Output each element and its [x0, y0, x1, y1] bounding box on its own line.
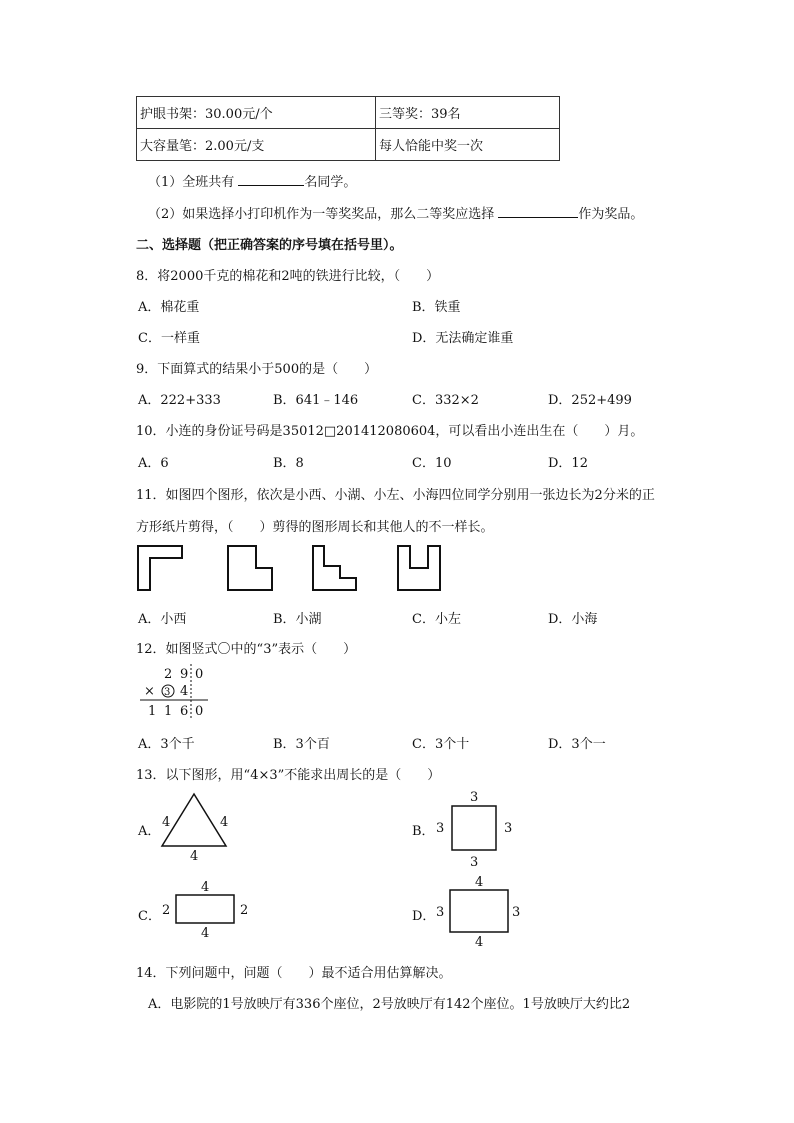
shape-xiaohu	[228, 546, 272, 590]
answer-blank[interactable]	[498, 205, 578, 218]
question-stem: 11．如图四个图形，依次是小西、小湖、小左、小海四位同学分别用一张边长为2分米的正	[136, 488, 655, 503]
side-label: 4	[475, 935, 484, 948]
digit: 4	[180, 684, 189, 699]
digit: 6	[180, 704, 189, 719]
question-stem: 12．如图竖式〇中的“3”表示（ ）	[136, 642, 357, 657]
side-label: 3	[504, 821, 513, 836]
table-cell: 每人恰能中奖一次	[376, 129, 560, 161]
option-d[interactable]: D．	[412, 909, 436, 924]
side-label: 4	[201, 880, 210, 895]
side-label: 3	[436, 821, 445, 836]
side-label: 4	[220, 815, 229, 830]
table-cell: 护眼书架：30.00元/个	[137, 97, 376, 129]
vertical-multiplication-figure	[138, 662, 218, 720]
option-d[interactable]: D．无法确定谁重	[412, 331, 514, 346]
digit: 2	[164, 667, 173, 682]
sub-question-2	[148, 203, 643, 222]
square-shape	[452, 806, 496, 850]
question-stem-continued: 方形纸片剪得，（ ）剪得的图形周长和其他人的不一样长。	[136, 520, 494, 535]
digit: 1	[148, 704, 157, 719]
q11-shapes-figure	[130, 538, 460, 596]
side-label: 4	[162, 815, 171, 830]
section-heading: 二、选择题（把正确答案的序号填在括号里）。	[136, 238, 403, 253]
side-label: 3	[470, 855, 479, 870]
rectangle-c-figure	[154, 878, 254, 940]
shape-xiaozuo	[313, 546, 356, 590]
shape-xiaoxi	[138, 546, 182, 590]
option-c[interactable]: C．332×2	[412, 393, 479, 408]
answer-blank[interactable]	[238, 173, 304, 186]
option-a[interactable]: A．电影院的1号放映厅有336个座位，2号放映厅有142个座位。1号放映厅大约比2	[148, 997, 631, 1012]
option-d[interactable]: D．3个一	[548, 737, 606, 752]
option-a[interactable]: A．3个千	[138, 737, 195, 752]
rectangle-shape	[176, 895, 234, 923]
option-c[interactable]: C．10	[412, 456, 452, 471]
table-row	[137, 97, 560, 129]
question-stem: 14．下列问题中，问题（ ）最不适合用估算解决。	[136, 966, 452, 981]
option-a[interactable]: A．222+333	[138, 393, 221, 408]
option-b[interactable]: B．铁重	[412, 300, 461, 315]
digit: 0	[195, 704, 204, 719]
digit: 1	[164, 704, 173, 719]
square-figure	[430, 786, 520, 870]
question-stem: 9．下面算式的结果小于500的是（ ）	[136, 362, 378, 377]
table-row	[137, 129, 560, 161]
side-label: 4	[475, 875, 484, 890]
option-c[interactable]: C．小左	[412, 612, 461, 627]
sub-question-1-post: 名同学。	[304, 175, 357, 190]
option-b[interactable]: B．641﹣146	[273, 393, 359, 408]
option-c[interactable]: C．	[138, 909, 161, 924]
rectangle-shape	[450, 890, 508, 932]
side-label: 4	[190, 849, 199, 864]
side-label: 2	[240, 903, 249, 918]
option-d[interactable]: D．小海	[548, 612, 598, 627]
option-c[interactable]: C．3个十	[412, 737, 470, 752]
digit: 0	[195, 667, 204, 682]
option-b[interactable]: B．	[412, 824, 435, 839]
table-cell: 三等奖：39名	[376, 97, 560, 129]
sub-question-2-pre: （2）如果选择小打印机作为一等奖奖品，那么二等奖应选择	[148, 207, 499, 222]
triangle-shape	[162, 794, 229, 846]
sub-question-1	[148, 171, 356, 190]
side-label: 2	[162, 903, 171, 918]
option-d[interactable]: D．252+499	[548, 393, 632, 408]
sub-question-2-post: 作为奖品。	[578, 207, 644, 222]
times-sign: ×	[144, 684, 155, 699]
digit: 9	[180, 667, 189, 682]
prize-table	[136, 96, 560, 161]
option-b[interactable]: B．小湖	[273, 612, 322, 627]
rectangle-d-figure	[430, 872, 530, 948]
side-label: 3	[512, 905, 521, 920]
question-stem: 10．小连的身份证号码是35012□201412080604，可以看出小连出生在（ ）月。	[136, 424, 644, 439]
side-label: 4	[201, 926, 210, 940]
question-stem: 13．以下图形，用“4×3”不能求出周长的是（ ）	[136, 768, 441, 783]
question-stem: 8．将2000千克的棉花和2吨的铁进行比较，（ ）	[136, 269, 440, 284]
side-label: 3	[470, 790, 479, 805]
side-label: 3	[436, 905, 445, 920]
option-c[interactable]: C．一样重	[138, 331, 200, 346]
sub-question-1-pre: （1）全班共有	[148, 175, 239, 190]
option-a[interactable]: A．	[138, 824, 161, 839]
digit: 3	[164, 687, 171, 698]
option-a[interactable]: A．6	[138, 456, 169, 471]
shape-xiaohai	[398, 546, 440, 590]
option-a[interactable]: A．小西	[138, 612, 187, 627]
option-a[interactable]: A．棉花重	[138, 300, 200, 315]
option-b[interactable]: B．3个百	[273, 737, 330, 752]
option-b[interactable]: B．8	[273, 456, 304, 471]
option-d[interactable]: D．12	[548, 456, 588, 471]
table-cell: 大容量笔：2.00元/支	[137, 129, 376, 161]
triangle-figure	[152, 788, 242, 864]
